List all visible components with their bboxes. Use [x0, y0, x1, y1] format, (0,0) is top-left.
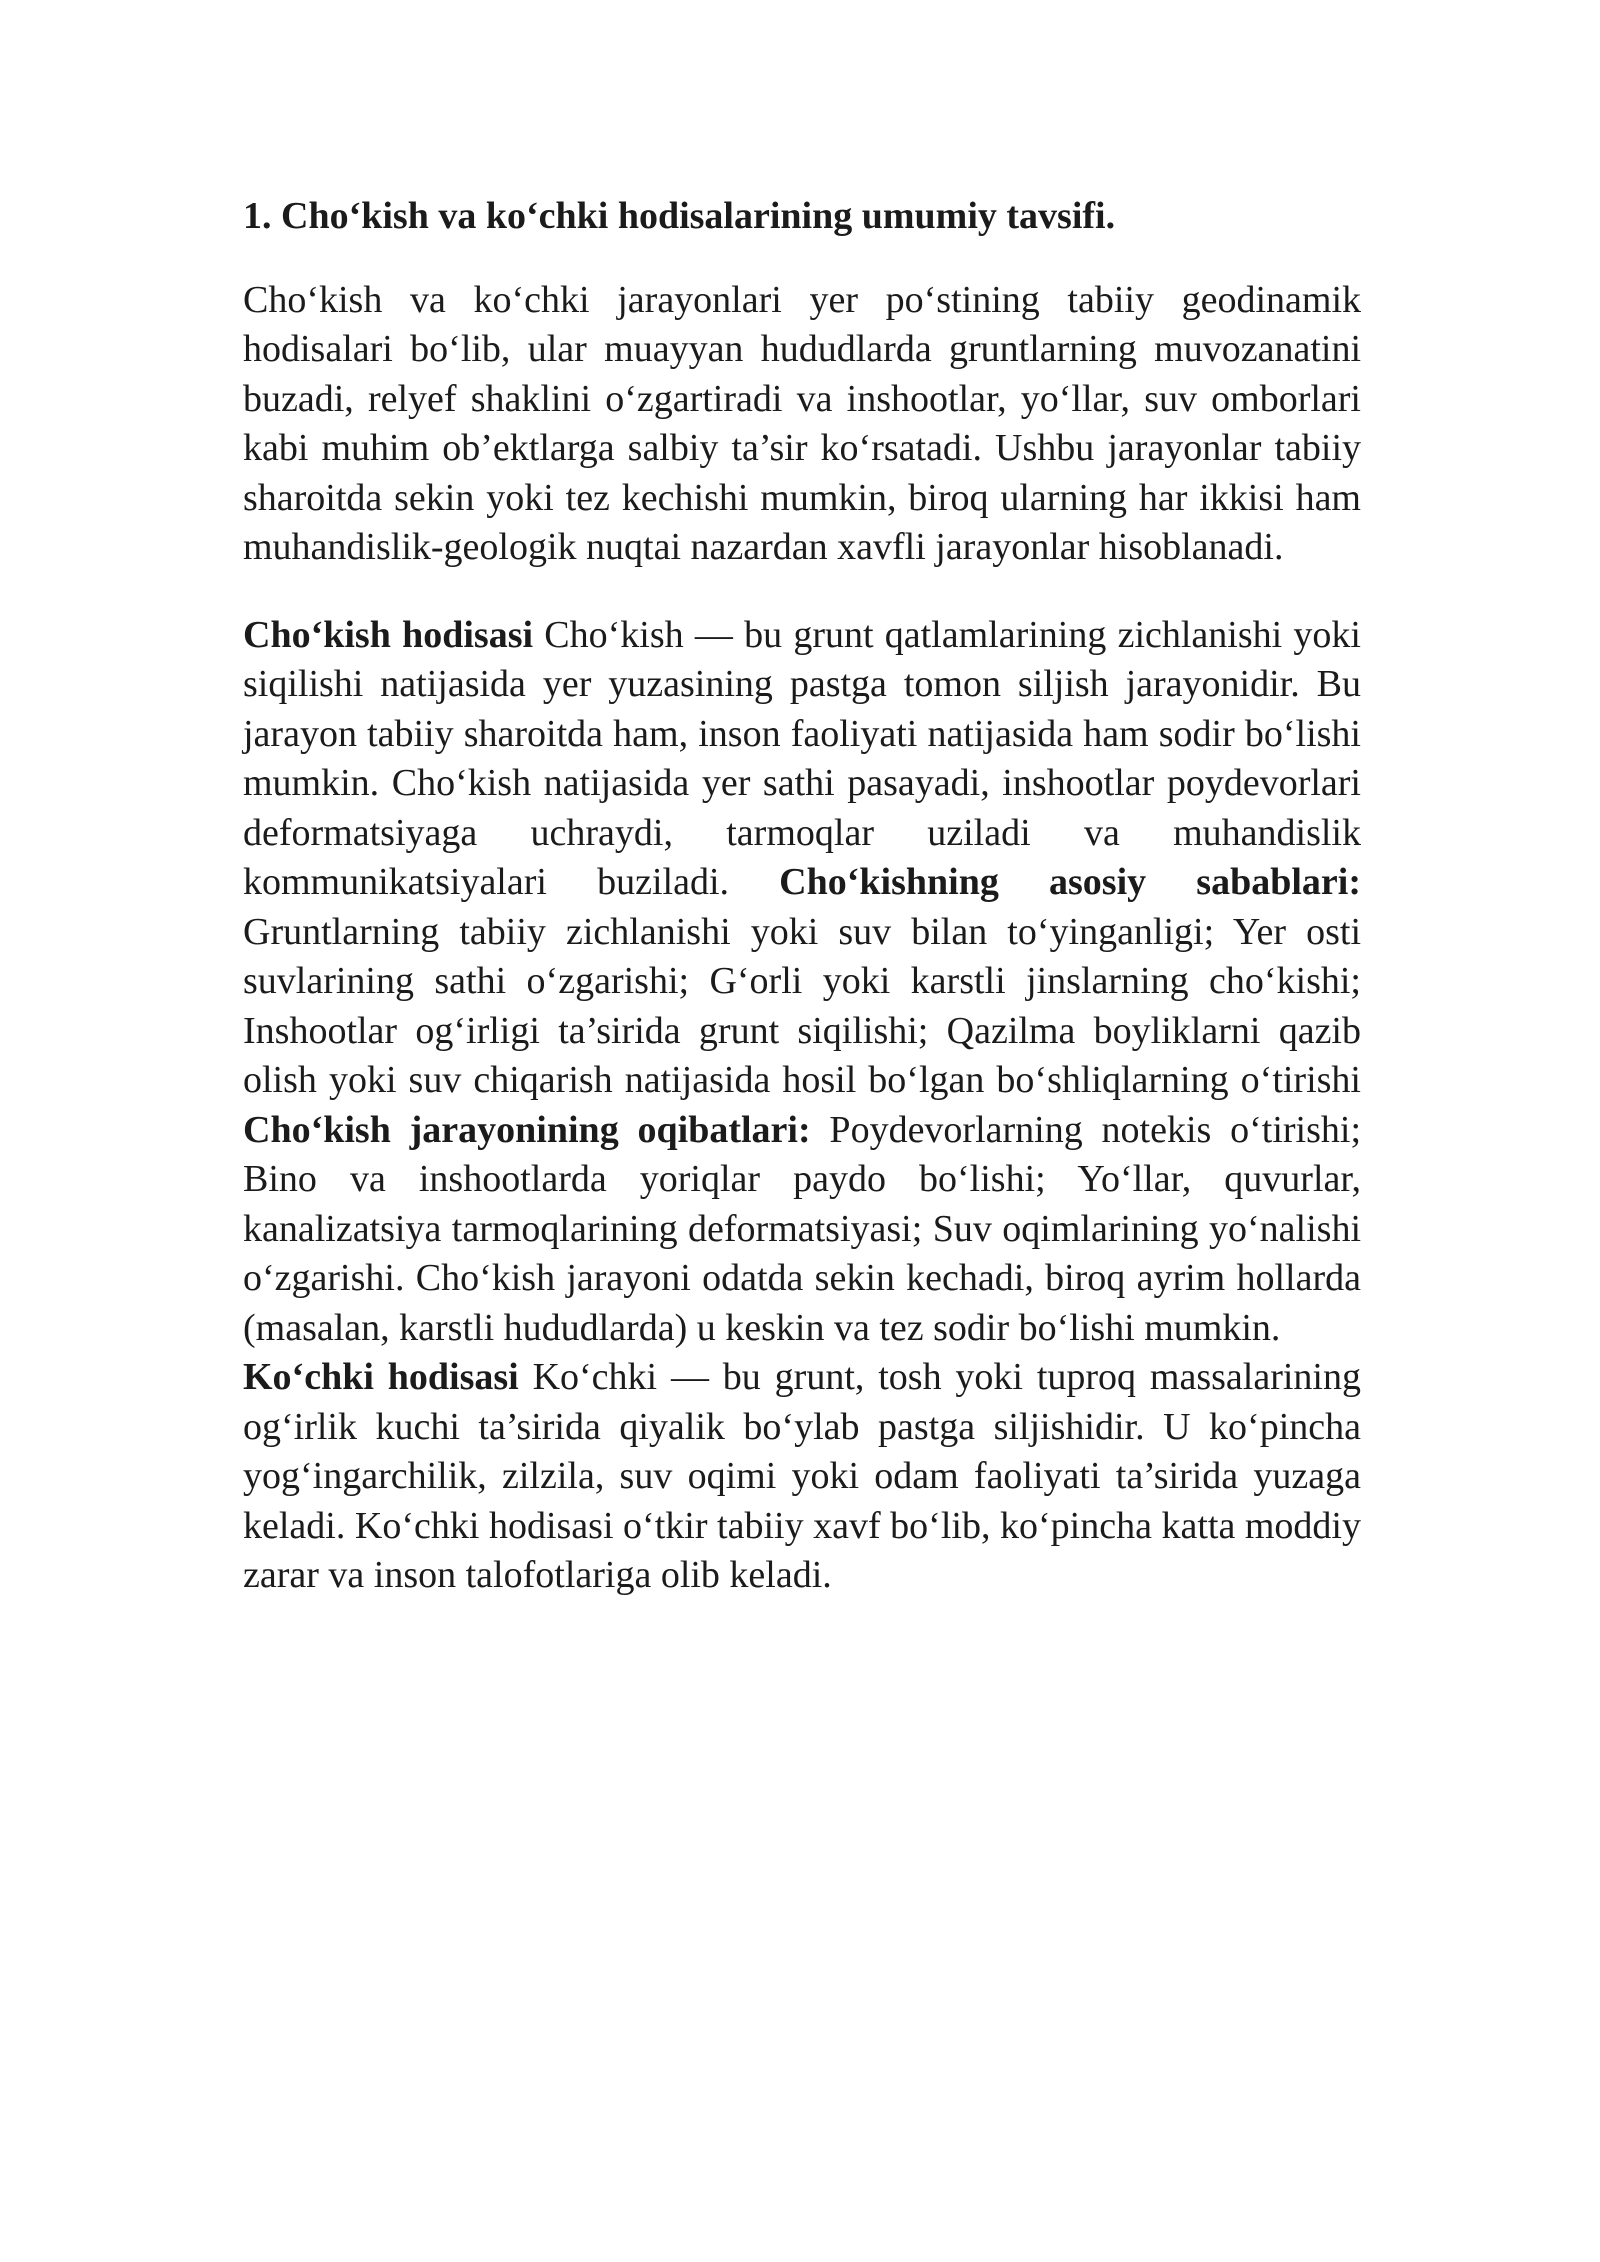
subsidence-consequences-title: Cho‘kish jarayonining oqibatlari: — [243, 1108, 811, 1151]
intro-paragraph: Cho‘kish va ko‘chki jarayonlari yer po‘stining tabiiy geodinamik hodisalari bo‘lib, ular muayyan hududlarda gruntlarning muvozanatini buzadi, relyef shaklini o‘zgartiradi va inshootlar, yo‘llar, suv omborlari kabi muhim ob’ektlarga salbiy ta’sir ko‘rsatadi. Ushbu jarayonlar tabiiy sharoitda sekin yoki tez kechishi mumkin, biroq ularning har ikkisi ham muhandislik-geologik nuqtai nazardan xavfli jarayonlar hisoblanadi. — [243, 278, 1361, 568]
document-page — [243, 192, 1361, 1601]
subsidence-text: Cho‘kish — bu grunt qatlamlarining zichlanishi yoki siqilishi natijasida yer yuzasining pastga tomon siljish jarayonidir. Bu jarayon tabiiy sharoitda ham, inson faoliyati natijasida ham sodir bo‘lishi mumkin. Cho‘kish natijasida yer sathi pasayadi, inshootlar poydevorlari deformatsiyaga uchraydi, tarmoqlar uziladi va muhandislik kommunikatsiyalari buziladi. — [243, 613, 1361, 903]
subsidence-causes-title: Cho‘kishning asosiy sabablari: — [779, 861, 1361, 903]
subsidence-paragraph — [243, 611, 1361, 1354]
landslide-title: Ko‘chki hodisasi — [243, 1356, 519, 1398]
section-heading: 1. Cho‘kish va ko‘chki hodisalarining umumiy tavsifi. — [243, 195, 1116, 237]
subsidence-consequences-text: Poydevorlarning notekis o‘tirishi; Bino va inshootlarda yoriqlar paydo bo‘lishi; Yo‘llar, quvurlar, kanalizatsiya tarmoqlarining deformatsiyasi; Suv oqimlarining yo‘nalishi o‘zgarishi. Cho‘kish jarayoni odatda sekin kechadi, biroq ayrim hollarda (masalan, karstli hududlarda) u keskin va tez sodir bo‘lishi mumkin. — [243, 1108, 1361, 1349]
subsidence-title: Cho‘kish hodisasi — [243, 613, 534, 656]
subsidence-causes-text: Gruntlarning tabiiy zichlanishi yoki suv bilan to‘yinganligi; Yer osti suvlarining sathi o‘zgarishi; G‘orli yoki karstli jinslarning cho‘kishi; Inshootlar og‘irligi ta’sirida grunt siqilishi; Qazilma boyliklarni qazib olish yoki suv chiqarish natijasida hosil bo‘lgan bo‘shliqlarning o‘tirishi — [243, 910, 1361, 1101]
landslide-paragraph — [243, 1353, 1361, 1601]
landslide-text: Ko‘chki — bu grunt, tosh yoki tuproq massalarining og‘irlik kuchi ta’sirida qiyalik bo‘ylab pastga siljishidir. U ko‘pincha yog‘ingarchilik, zilzila, suv oqimi yoki odam faoliyati ta’sirida yuzaga keladi. Ko‘chki hodisasi o‘tkir tabiiy xavf bo‘lib, ko‘pincha katta moddiy zarar va inson talofotlariga olib keladi. — [243, 1356, 1361, 1596]
